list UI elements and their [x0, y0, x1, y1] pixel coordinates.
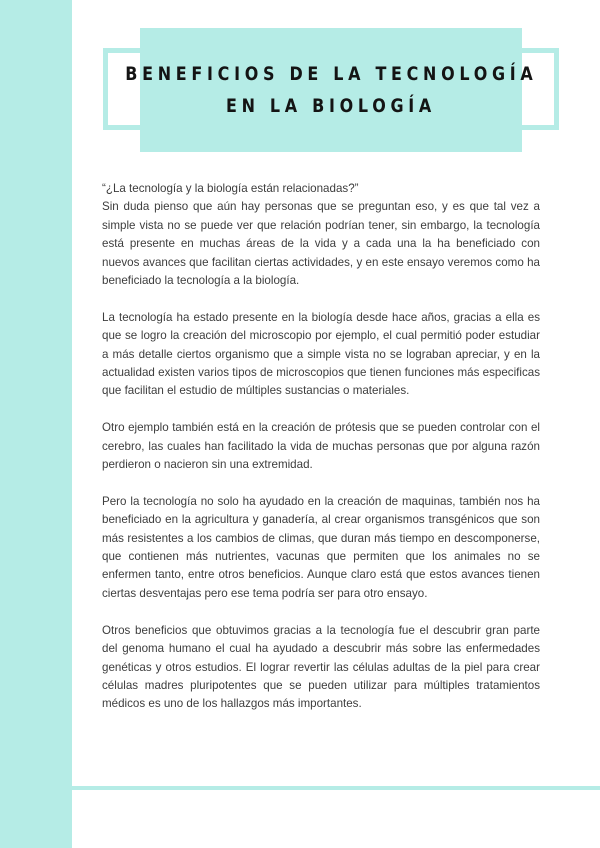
- essay-body: [102, 180, 540, 732]
- paragraph-prosthesis: Otro ejemplo también está en la creación de prótesis que se pueden controlar con el cerebro, las cuales han facilitado la vida de muchas personas que por alguna razón perdieron o nacieron sin una extremidad.: [102, 421, 540, 472]
- paragraph-intro: Sin duda pienso que aún hay personas que se preguntan eso, y es que tal vez a simple vista no se puede ver que relación podrían tener, sin embargo, la tecnología está presente en muchas áreas de la vida y a cada una la ha beneficiado con nuevos avances que facilitan ciertas actividades, y en este ensayo veremos como ha beneficiado la tecnología a la biología.: [102, 200, 540, 288]
- paragraph-agriculture: Pero la tecnología no solo ha ayudado en la creación de maquinas, también nos ha beneficiado en la agricultura y ganadería, al crear organismos transgénicos que son más resistentes a los cambios de climas, que duran más tiempo en descomponerse, que contienen más nutrientes, vacunas que permiten que los animales no se enfermen tanto, entre otros beneficios. Aunque claro está que estos avances tienen ciertas desventajas pero ese tema podría ser para otro ensayo.: [102, 494, 540, 600]
- left-accent-band: [0, 0, 72, 848]
- paragraph-genome: Otros beneficios que obtuvimos gracias a la tecnología fue el descubrir gran parte del genoma humano el cual ha ayudado a descubrir más sobre las enfermedades genéticas y otros estudios. El lograr revertir las células adultas de la piel para crear células madres pluripotentes que se pueden utilizar para múltiples tratamientos médicos es uno de los hallazgos más importantes.: [102, 623, 540, 711]
- bottom-divider: [72, 786, 600, 790]
- page-title-line-1: BENEFICIOS DE LA TECNOLOGÍA: [124, 63, 538, 85]
- paragraph-microscope: La tecnología ha estado presente en la biología desde hace años, gracias a ella es que se logro la creación del microscopio por ejemplo, el cual permitió poder estudiar a más detalle ciertos organismo que a simple vista no se lograban apreciar, y en la actualidad existen varios tipos de microscopios que tienen funciones más especificas que facilitan el estudio de múltiples sustancias o materiales.: [102, 310, 540, 398]
- page-title-line-2: EN LA BIOLOGÍA: [225, 95, 436, 117]
- title-box: [124, 28, 538, 152]
- opening-question: “¿La tecnología y la biología están relacionadas?”: [102, 182, 359, 195]
